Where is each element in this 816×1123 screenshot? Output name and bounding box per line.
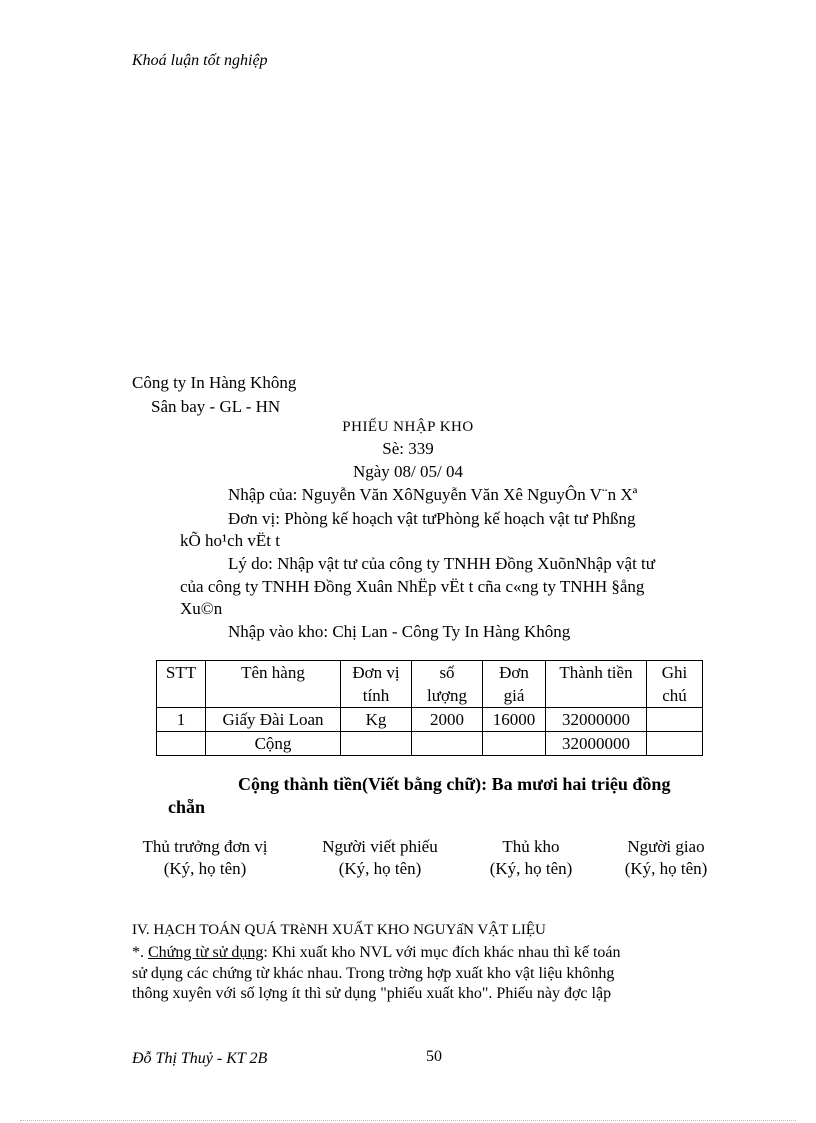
cell-note <box>647 708 703 732</box>
table-header-row <box>157 661 703 708</box>
cell-unit: Kg <box>341 708 412 732</box>
col-item-name: Tên hàng <box>206 661 341 708</box>
receipt-table <box>156 660 703 756</box>
section-heading: IV. HẠCH TOÁN QUÁ TRèNH XUẤT KHO NGUYấN VẬT LIỆU <box>132 922 546 938</box>
table-row <box>157 708 703 732</box>
cell-quantity: 2000 <box>412 708 483 732</box>
cell-stt: 1 <box>157 708 206 732</box>
documents-used-label: Chứng từ sử dụng <box>148 944 264 961</box>
col-note: Ghi chú <box>647 661 703 708</box>
signature-deliverer <box>614 837 718 879</box>
col-price: Đơn giá <box>483 661 546 708</box>
cell-price: 16000 <box>483 708 546 732</box>
signature-role: Thủ kho <box>502 837 560 856</box>
col-amount: Thành tiền <box>546 661 647 708</box>
reason-line-3: Xu©n <box>180 599 223 618</box>
total-in-words-line-2: chẵn <box>168 797 206 817</box>
document-header: Khoá luận tốt nghiệp <box>132 52 268 69</box>
page-number: 50 <box>426 1048 442 1065</box>
col-quantity: số lượng <box>412 661 483 708</box>
cell-quantity <box>412 732 483 756</box>
signature-role: Người giao <box>627 837 705 856</box>
table-total-row <box>157 732 703 756</box>
cell-stt <box>157 732 206 756</box>
footer-author: Đỗ Thị Thuỷ - KT 2B <box>132 1050 268 1067</box>
slip-title: PHIẾU NHẬP KHO <box>342 419 474 435</box>
signature-director <box>130 837 280 879</box>
signature-writer <box>310 837 450 879</box>
cell-price <box>483 732 546 756</box>
unit-line-2: kÕ ho¹ch vËt t <box>180 531 280 550</box>
cell-note <box>647 732 703 756</box>
slip-date: Ngày 08/ 05/ 04 <box>352 462 464 481</box>
warehouse-line: Nhập vào kho: Chị Lan - Công Ty In Hàng Không <box>228 622 571 641</box>
col-unit: Đơn vị tính <box>341 661 412 708</box>
cell-amount: 32000000 <box>546 732 647 756</box>
signature-role: Thủ trưởng đơn vị <box>142 837 268 856</box>
signature-note: (Ký, họ tên) <box>338 859 422 878</box>
company-name: Công ty In Hàng Không <box>132 373 297 392</box>
reason-line-2: của công ty TNHH Đồng Xuân NhËp vËt t cña c«ng ty TNHH §ång <box>180 577 645 596</box>
slip-number: Sè: 339 <box>382 439 434 458</box>
reason-line-1: Lý do: Nhập vật tư của công ty TNHH Đồng XuõnNhập vật tư <box>228 554 655 573</box>
signature-note: (Ký, họ tên) <box>489 859 573 878</box>
cell-amount: 32000000 <box>546 708 647 732</box>
body-line-1-text: : Khi xuất kho NVL với mục đích khác nhau thì kế toán <box>263 944 621 961</box>
signature-role: Người viết phiếu <box>322 837 438 856</box>
body-line-2: sử dụng các chứng từ khác nhau. Trong trờng hợp xuất kho vật liệu khônhg <box>132 965 615 982</box>
cell-unit <box>341 732 412 756</box>
cell-item-name: Giấy Đài Loan <box>206 708 341 732</box>
page-bottom-divider <box>20 1120 796 1121</box>
signature-note: (Ký, họ tên) <box>624 859 708 878</box>
bullet: *. <box>132 944 148 961</box>
body-line-3: thông xuyên với số lợng ít thì sử dụng "phiếu xuất kho". Phiếu này đợc lập <box>132 985 612 1002</box>
signature-storekeeper <box>481 837 581 879</box>
body-line-1 <box>132 944 620 962</box>
total-in-words-line-1: Cộng thành tiền(Viết bằng chữ): Ba mươi hai triệu đồng <box>238 774 671 794</box>
col-stt: STT <box>157 661 206 708</box>
company-address: Sân bay - GL - HN <box>151 397 281 416</box>
signature-note: (Ký, họ tên) <box>163 859 247 878</box>
received-from: Nhập của: Nguyễn Văn XôNguyễn Văn Xê NguyÔn V¨n Xª <box>228 485 638 504</box>
cell-item-name: Cộng <box>206 732 341 756</box>
unit-line-1: Đơn vị: Phòng kế hoạch vật tưPhòng kế hoạch vật tư Phßng <box>228 509 636 528</box>
